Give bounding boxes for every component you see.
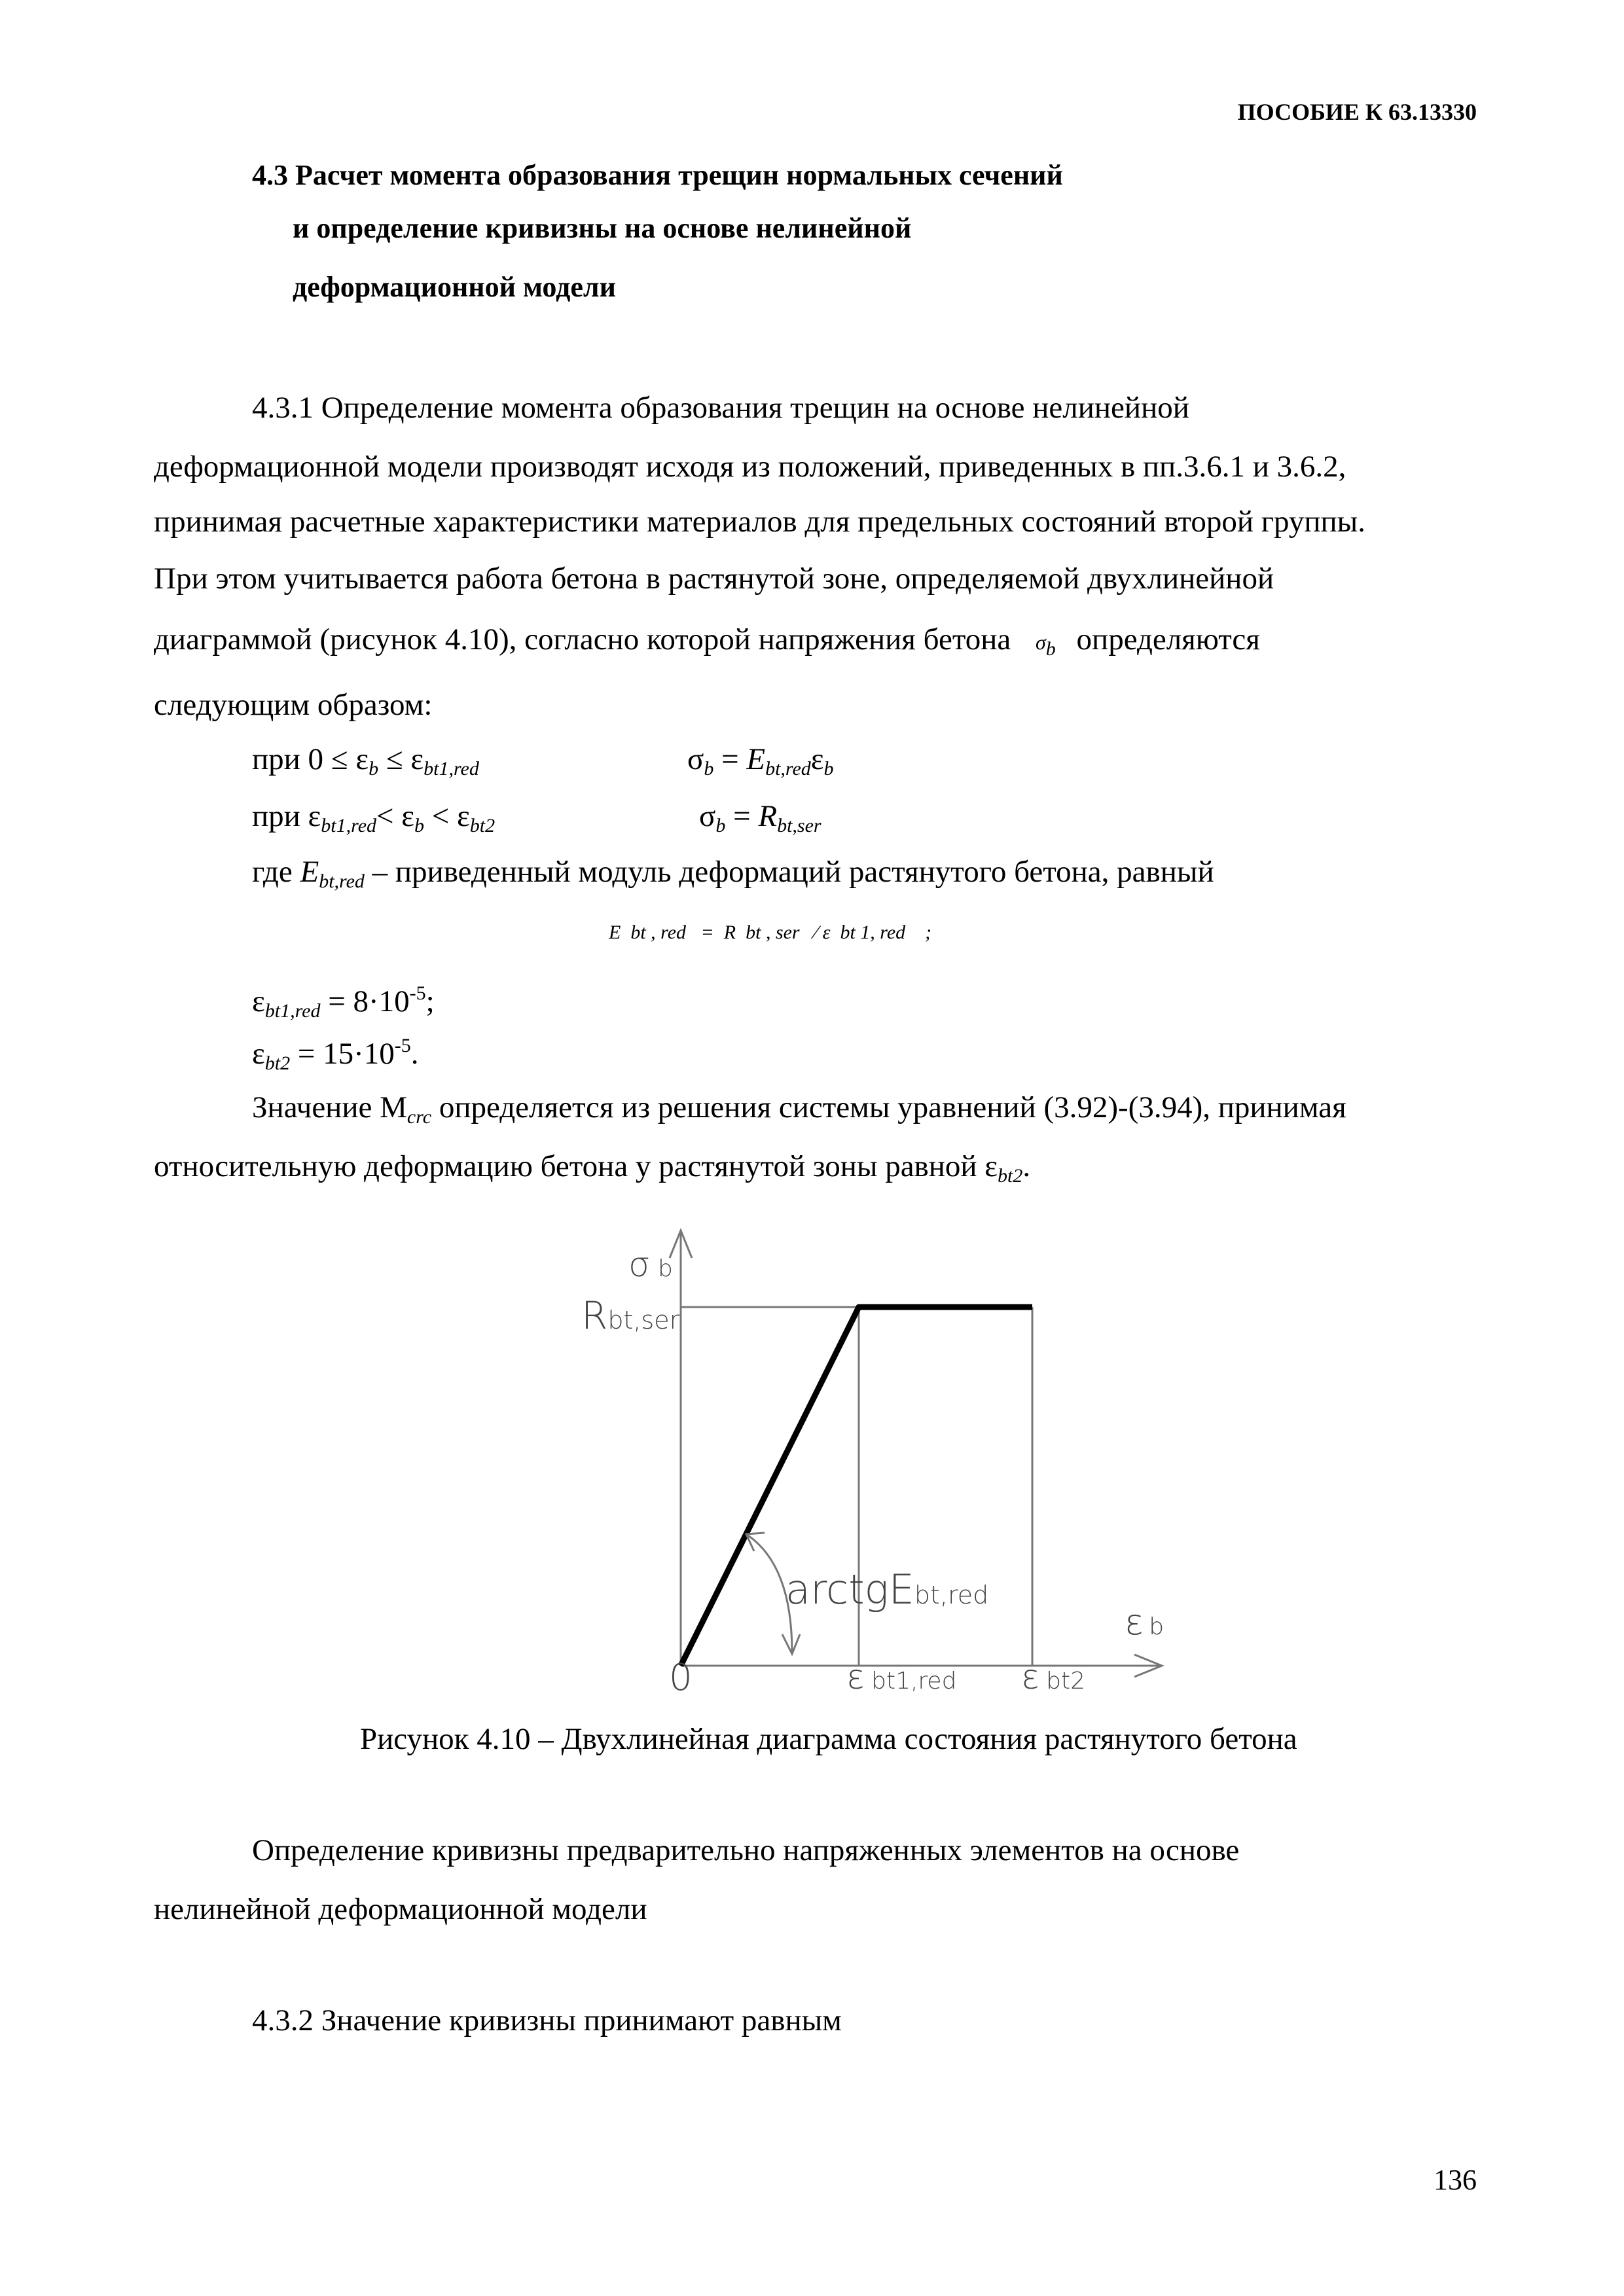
r-bt-ser-label: Rbt,ser [581,1293,680,1338]
text: . [1022,1149,1031,1183]
curvature-heading-line-2: нелинейной деформационной модели [154,1892,647,1926]
section-title-line-2: и определение кривизны на основе нелинейной [293,212,912,244]
text: ; [425,984,435,1018]
para-4-3-1-line-4: При этом учитывается работа бетона в растянутой зоне, определяемой двухлинейной [154,562,1274,596]
y-axis-label: σ b [628,1246,673,1285]
subscript: bt2 [998,1165,1023,1187]
section-title-line-3: деформационной модели [293,271,616,303]
subscript: b [704,758,714,780]
para-4-3-1-line-3: принимая расчетные характеристики материалов для предельных состояний второй группы. [154,505,1366,539]
text: R [758,799,778,833]
text: ε [252,1037,265,1071]
subscript: bt2 [469,815,496,836]
figure-caption: Рисунок 4.10 – Двухлинейная диаграмма состояния растянутого бетона [360,1722,1297,1756]
subscript: crc [406,1106,432,1128]
text: σ [687,742,704,776]
sigma-symbol: σ [1036,630,1046,654]
subscript: bt,red [319,870,365,892]
para-4-3-2: 4.3.2 Значение кривизны принимают равным [252,2003,842,2037]
text: ε [252,984,265,1018]
para-4-3-1-line-2: деформационной модели производят исходя из положений, приведенных в пп.3.6.1 и 3.6.2, [154,450,1346,484]
subscript: b [414,815,425,836]
text: E [746,742,766,776]
subscript: bt2 [264,1052,291,1074]
text: – приведенный модуль деформаций растянутого бетона, равный [364,855,1214,889]
text: диаграммой (рисунок 4.10), согласно которой напряжения бетона [154,622,1011,656]
text: где [252,855,300,889]
text: σ [699,799,716,833]
text: = [725,799,759,833]
angle-label: arctgEbt,red [785,1566,989,1613]
para-4-3-1-line-6: следующим образом: [154,688,433,722]
page-number: 136 [1434,2164,1477,2196]
superscript: -5 [409,982,426,1004]
subscript: bt1,red [424,758,479,780]
formula-ebt-red: E bt , red = R bt , ser ⁄ ε bt 1, red ; [609,922,932,943]
subscript: bt,ser [777,815,821,836]
text: = 15·10 [290,1037,395,1071]
text: ≤ ε [378,742,424,776]
text: = 8·10 [320,984,410,1018]
text: E [300,855,319,889]
superscript: -5 [394,1035,411,1056]
eps-bt2-label: ε bt2 [1021,1658,1085,1697]
subscript: b [823,758,834,780]
x-axis-label: εb [1125,1602,1164,1643]
subscript: b [715,815,726,836]
para-4-3-1-line-1: 4.3.1 Определение момента образования трещин на основе нелинейной [252,391,1189,425]
curvature-heading-line-1: Определение кривизны предварительно напряженных элементов на основе [252,1833,1240,1867]
text: определяется из решения системы уравнений (3.92)-(3.94), принимая [431,1090,1346,1124]
section-title-line-1: 4.3 Расчет момента образования трещин нормальных сечений [252,159,1063,191]
text: при 0 ≤ ε [252,742,369,776]
text: относительную деформацию бетона у растянутой зоны равной ε [154,1149,998,1183]
text: < ε [376,799,415,833]
subscript: bt1,red [321,815,377,836]
document-code: ПОСОБИЕ К 63.13330 [1237,99,1477,125]
origin-label: 0 [669,1657,693,1699]
text: определяются [1076,622,1260,656]
text: Значение M [252,1090,407,1124]
sigma-subscript: b [1045,638,1056,660]
subscript: bt1,red [264,1000,321,1022]
text: . [410,1037,419,1071]
eps-bt1-red-label: ε bt1,red [846,1658,957,1697]
text: при ε [252,799,321,833]
text: = [713,742,747,776]
text: < ε [424,799,470,833]
subscript: b [369,758,379,780]
text: ε [810,742,824,776]
subscript: bt,red [765,758,811,780]
